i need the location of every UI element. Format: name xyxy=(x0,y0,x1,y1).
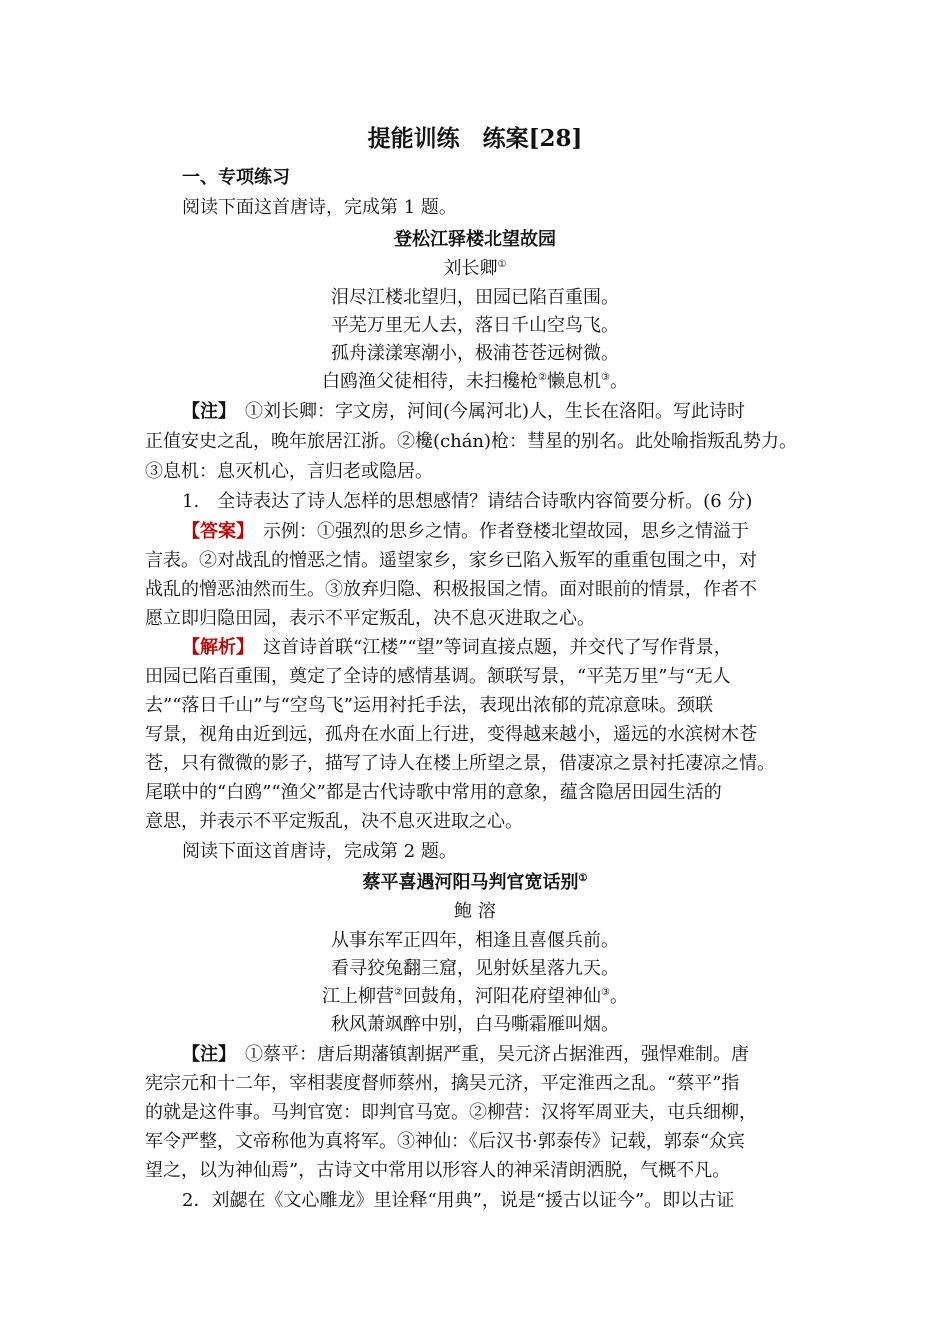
analysis1-line: 【解析】 这首诗首联“江楼”“望”等词直接点题，并交代了写作背景， xyxy=(182,637,732,658)
note1-line: 正值安史之乱，晚年旅居江浙。②欃(chán)枪：彗星的别名。此处喻指叛乱势力。 xyxy=(145,431,798,452)
poem2-line: 江上柳营②回鼓角，河阳花府望神仙③。 xyxy=(322,986,628,1007)
section-heading: 一、专项练习 xyxy=(182,167,290,188)
page-title: 提能训练 练案[28] xyxy=(367,125,583,152)
answer-tag: 【答案】 xyxy=(182,521,245,542)
poem2-author: 鲍 溶 xyxy=(454,901,496,922)
intro-q1: 阅读下面这首唐诗，完成第 1 题。 xyxy=(182,197,457,218)
note2-line: 【注】 ①蔡平：唐后期藩镇割据严重，吴元济占据淮西，强悍难制。唐 xyxy=(182,1044,749,1065)
answer1-line: 【答案】 示例：①强烈的思乡之情。作者登楼北望故园，思乡之情溢于 xyxy=(182,521,749,542)
answer1-line: 愿立即归隐田园，表示不平定叛乱，决不息灭进取之心。 xyxy=(145,608,595,629)
poem1-title: 登松江驿楼北望故园 xyxy=(394,229,556,250)
question-2: 2．刘勰在《文心雕龙》里诠释“用典”，说是“援古以证今”。即以古证 xyxy=(182,1190,735,1211)
answer1-line: 言表。②对战乱的憎恶之情。遥望家乡，家乡已陷入叛军的重重包围之中，对 xyxy=(145,550,757,571)
poem1-line: 平芜万里无人去，落日千山空鸟飞。 xyxy=(331,315,619,336)
analysis-tag: 【解析】 xyxy=(182,637,245,658)
poem2-line: 看寻狡兔翻三窟，见射妖星落九天。 xyxy=(331,958,619,979)
note1-line: 【注】 ①刘长卿：字文房，河间(今属河北)人，生长在洛阳。写此诗时 xyxy=(182,401,746,422)
note-tag: 【注】 xyxy=(182,1044,227,1065)
note2-line: 望之，以为神仙焉”，古诗文中常用以形容人的神采清朗洒脱，气概不凡。 xyxy=(145,1160,731,1181)
poem2-title: 蔡平喜遇河阳马判官宽话别① xyxy=(362,872,588,893)
analysis1-line: 田园已陷百重围，奠定了全诗的感情基调。颔联写景，“平芜万里”与“无人 xyxy=(145,666,731,687)
question-1: 1. 全诗表达了诗人怎样的思想感情？请结合诗歌内容简要分析。(6 分) xyxy=(182,491,753,512)
poem2-line: 从事东军正四年，相逢且喜偃兵前。 xyxy=(331,930,619,951)
intro-q2: 阅读下面这首唐诗，完成第 2 题。 xyxy=(182,841,457,862)
note-tag: 【注】 xyxy=(182,401,227,422)
analysis1-line: 写景，视角由近到远，孤舟在水面上行进，变得越来越小，遥远的水滨树木苍 xyxy=(145,724,757,745)
analysis1-line: 苍，只有微微的影子，描写了诗人在楼上所望之景，借凄凉之景衬托凄凉之情。 xyxy=(145,753,775,774)
poem2-line: 秋风萧飒醉中别，白马嘶霜雁叫烟。 xyxy=(331,1014,619,1035)
poem1-author: 刘长卿① xyxy=(443,258,507,279)
note2-line: 宪宗元和十二年，宰相裴度督师蔡州，擒吴元济，平定淮西之乱。“蔡平”指 xyxy=(145,1073,740,1094)
note2-line: 军令严整，文帝称他为真将军。③神仙：《后汉书·郭泰传》记载，郭泰“众宾 xyxy=(145,1131,745,1152)
note2-line: 的就是这件事。马判官宽：即判官马宽。②柳营：汉将军周亚夫，屯兵细柳， xyxy=(145,1102,757,1123)
analysis1-line: 尾联中的“白鸥”“渔父”都是古代诗歌中常用的意象，蕴含隐居田园生活的 xyxy=(145,782,722,803)
analysis1-line: 去”“落日千山”与“空鸟飞”运用衬托手法，表现出浓郁的荒凉意味。颈联 xyxy=(145,695,714,716)
poem1-line: 白鸥渔父徒相待，未扫欃枪②懒息机③。 xyxy=(322,371,628,392)
note1-line: ③息机：息灭机心，言归老或隐居。 xyxy=(145,461,433,482)
poem1-line: 泪尽江楼北望归，田园已陷百重围。 xyxy=(331,287,619,308)
answer1-line: 战乱的憎恶油然而生。③放弃归隐、积极报国之情。面对眼前的情景，作者不 xyxy=(145,579,757,600)
analysis1-line: 意思，并表示不平定叛乱，决不息灭进取之心。 xyxy=(145,811,523,832)
poem1-line: 孤舟漾漾寒潮小，极浦苍苍远树微。 xyxy=(331,343,619,364)
